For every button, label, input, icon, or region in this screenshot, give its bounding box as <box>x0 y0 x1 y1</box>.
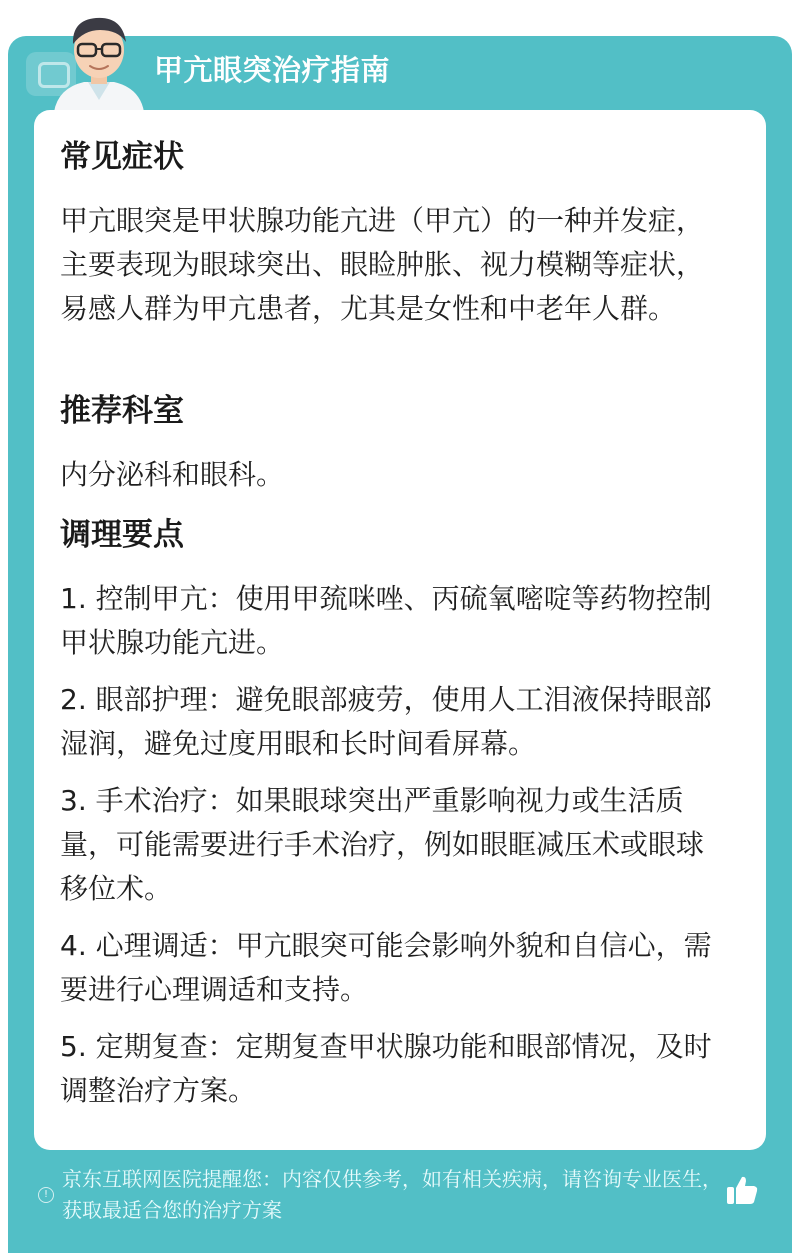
symptoms-paragraph: 甲亢眼突是甲状腺功能亢进（甲亢）的一种并发症，主要表现为眼球突出、眼睑肿胀、视力模糊等症状，易感人群为甲亢患者，尤其是女性和中老年人群。 <box>60 204 705 325</box>
care-point-item: 1. 控制甲亢：使用甲巯咪唑、丙硫氧嘧啶等药物控制甲状腺功能亢进。 <box>60 582 712 659</box>
thumbs-up-icon[interactable] <box>724 1172 760 1208</box>
care-point-item: 3. 手术治疗：如果眼球突出严重影响视力或生活质量，可能需要进行手术治疗，例如眼眶减压术或眼球移位术。 <box>60 784 705 905</box>
care-point-item: 5. 定期复查：定期复查甲状腺功能和眼部情况，及时调整治疗方案。 <box>60 1030 712 1107</box>
footer-disclaimer: 京东互联网医院提醒您：内容仅供参考，如有相关疾病，请咨询专业医生，获取最适合您的治疗方案 <box>62 1167 722 1222</box>
care-point-item: 2. 眼部护理：避免眼部疲劳，使用人工泪液保持眼部湿润，避免过度用眼和长时间看屏幕。 <box>60 683 712 760</box>
info-icon: ! <box>38 1187 54 1203</box>
section-title-department: 推荐科室 <box>60 393 184 429</box>
section-title-symptoms: 常见症状 <box>60 139 184 175</box>
care-point-item: 4. 心理调适：甲亢眼突可能会影响外貌和自信心，需要进行心理调适和支持。 <box>60 929 712 1006</box>
page-title: 甲亢眼突治疗指南 <box>154 53 391 87</box>
content-panel <box>34 110 766 1150</box>
section-title-care-points: 调理要点 <box>60 517 184 553</box>
doctor-avatar <box>44 8 154 112</box>
department-paragraph: 内分泌科和眼科。 <box>60 458 285 491</box>
